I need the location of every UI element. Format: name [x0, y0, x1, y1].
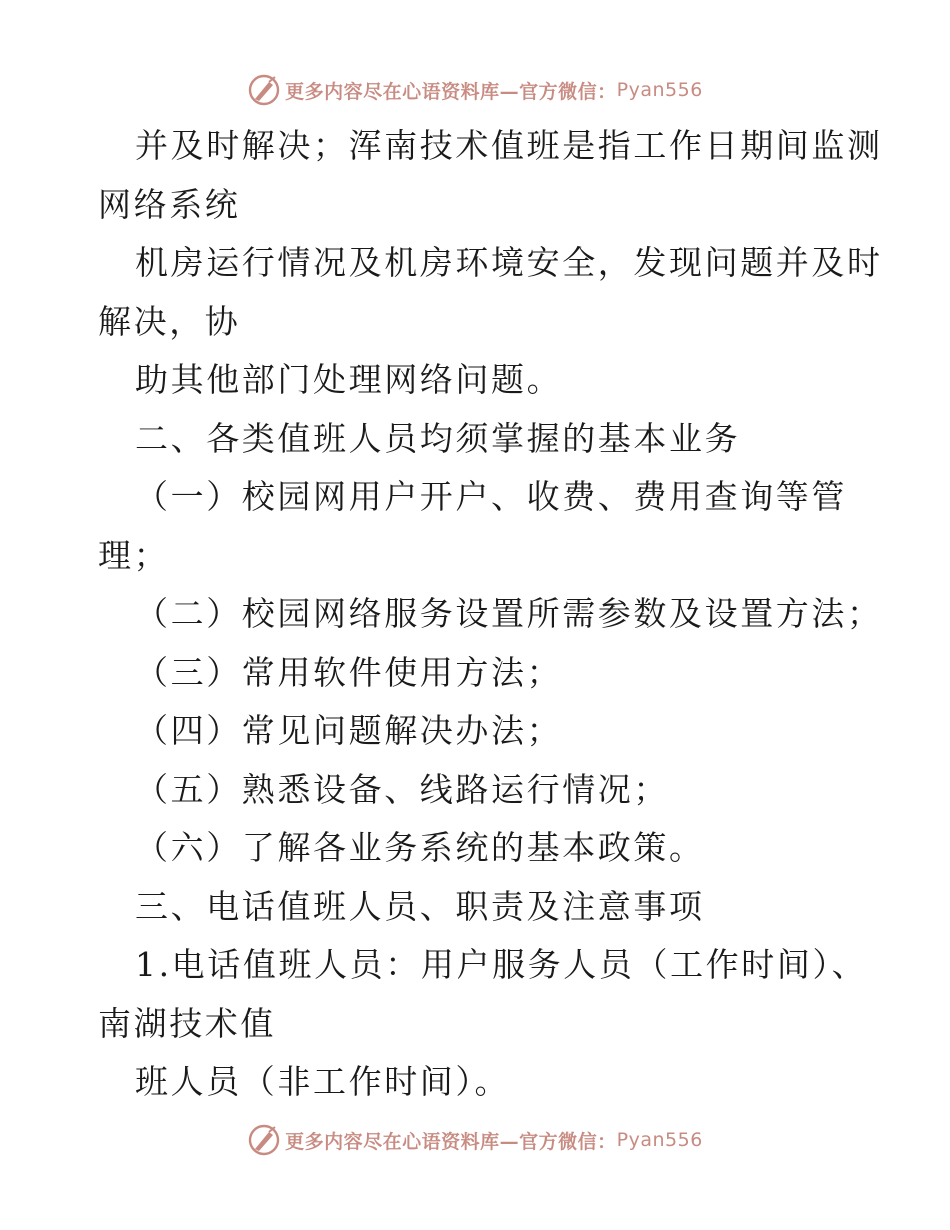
text-line: 并及时解决；浑南技术值班是指工作日期间监测: [135, 126, 883, 165]
section-heading: 二、各类值班人员均须掌握的基本业务: [135, 418, 741, 458]
section-heading: 三、电话值班人员、职责及注意事项: [135, 886, 705, 926]
watermark-text: 更多内容尽在心语资料库—官方微信：: [285, 1130, 617, 1153]
watermark-handle: Pyan556: [616, 1129, 703, 1151]
text-line: 解决，协: [98, 301, 241, 341]
list-item: （五）熟悉设备、线路运行情况；: [135, 769, 669, 809]
document-body: [98, 117, 883, 1112]
text-line: 南湖技术值: [98, 1003, 276, 1043]
quill-logo-icon: [247, 73, 281, 107]
list-item: （六）了解各业务系统的基本政策。: [135, 828, 705, 867]
list-item: （三）常用软件使用方法；: [135, 652, 563, 692]
footer-watermark: [0, 1120, 950, 1160]
watermark-handle: Pyan556: [616, 79, 703, 101]
header-watermark: [0, 70, 950, 110]
text-line: 助其他部门处理网络问题。: [135, 360, 563, 399]
text-line: 班人员（非工作时间）。: [135, 1062, 511, 1101]
list-item: （二）校园网络服务设置所需参数及设置方法；: [135, 594, 883, 633]
list-item-continuation: 理；: [98, 535, 170, 575]
quill-logo-icon: [247, 1123, 281, 1157]
text-line: 网络系统: [98, 184, 241, 224]
list-item: （一）校园网用户开户、收费、费用查询等管: [135, 477, 847, 516]
text-line: 1.电话值班人员：用户服务人员（工作时间）、: [135, 945, 868, 984]
list-item: （四）常见问题解决办法；: [135, 711, 563, 750]
text-line: 机房运行情况及机房环境安全，发现问题并及时: [135, 243, 883, 282]
watermark-text: 更多内容尽在心语资料库—官方微信：: [285, 80, 617, 103]
